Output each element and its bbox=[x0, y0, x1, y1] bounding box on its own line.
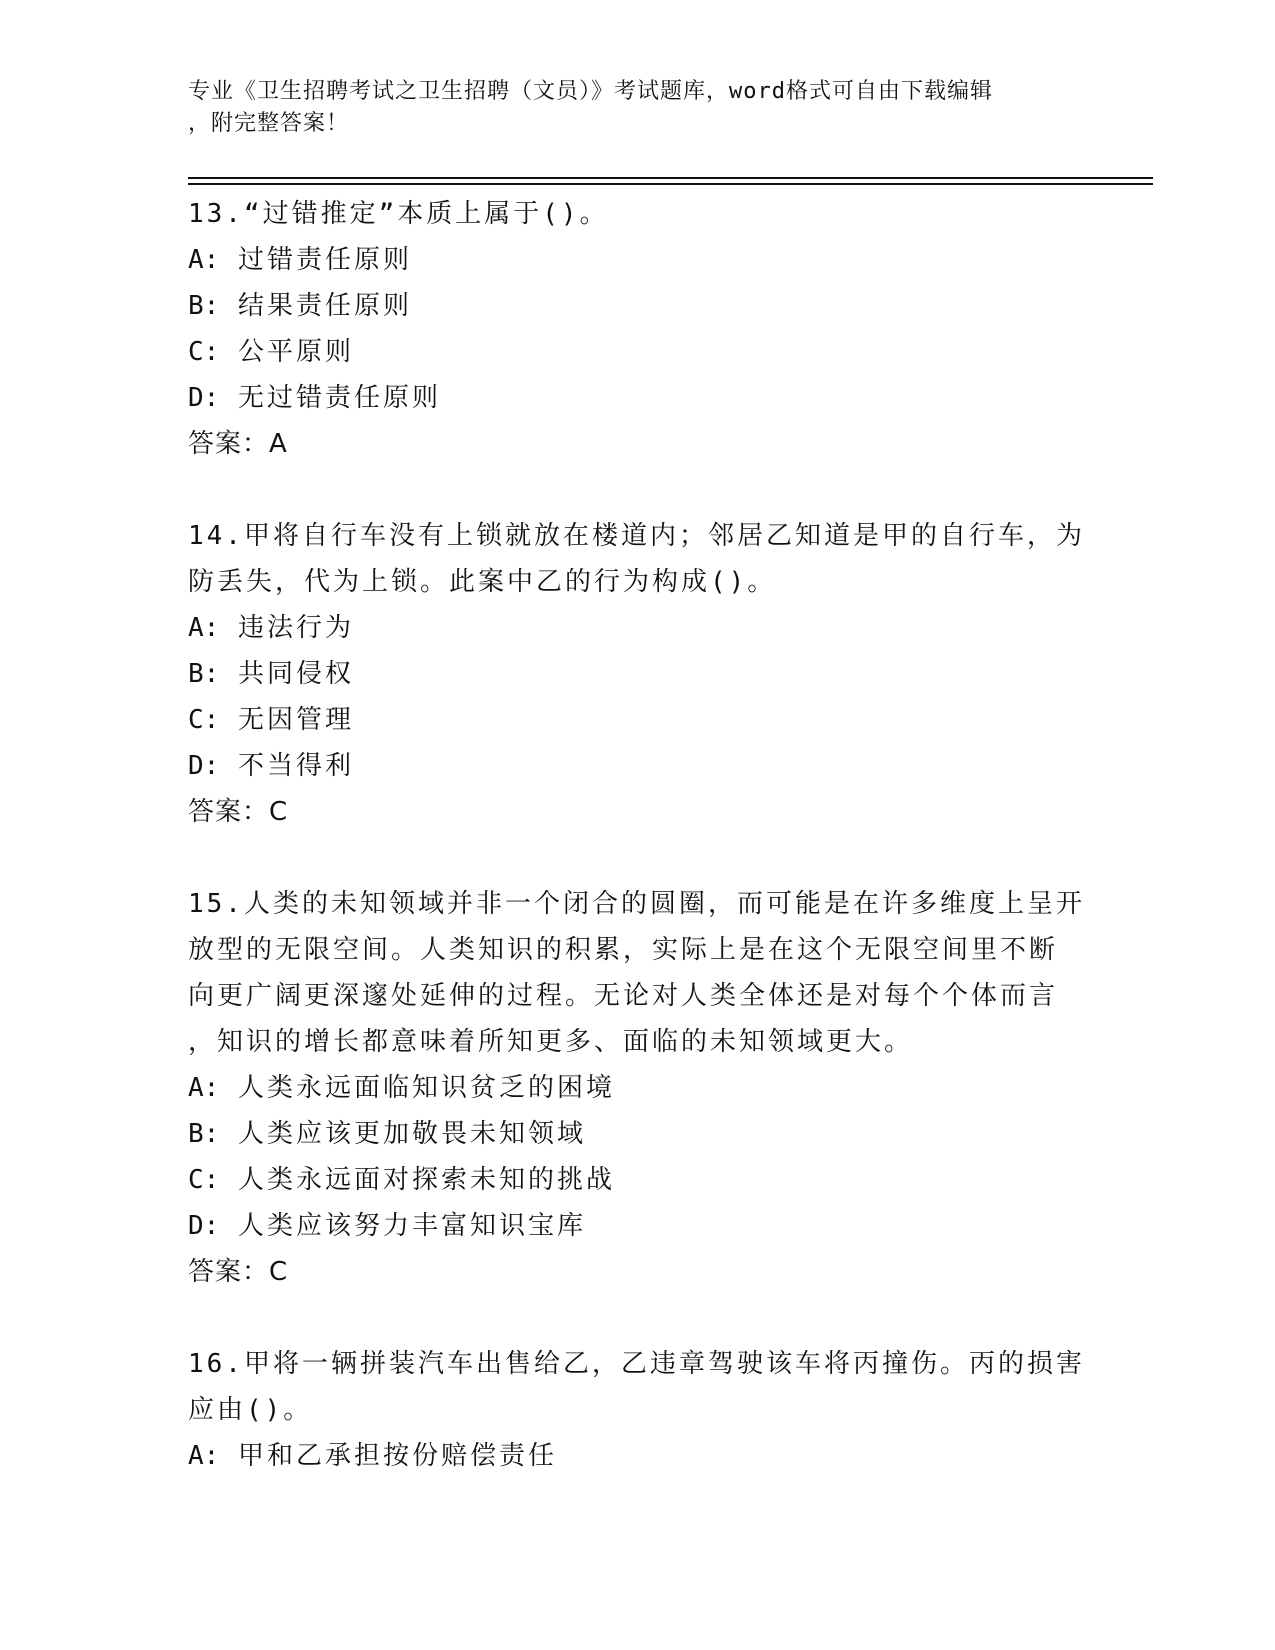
option-text: 人类应该努力丰富知识宝库 bbox=[237, 1211, 586, 1241]
option-letter: B: bbox=[188, 1119, 220, 1149]
header-divider-top bbox=[188, 177, 1153, 179]
option-letter: C: bbox=[188, 705, 220, 735]
option-text: 人类应该更加敬畏未知领域 bbox=[237, 1119, 586, 1149]
question-text: 应由()。 bbox=[188, 1395, 313, 1425]
option-letter: A: bbox=[188, 613, 220, 643]
option-text: 人类永远面临知识贫乏的困境 bbox=[237, 1073, 615, 1103]
answer-line: 答案：A bbox=[188, 429, 288, 459]
header-line: ，附完整答案！ bbox=[188, 111, 350, 136]
option-a bbox=[188, 605, 1088, 651]
option-text: 结果责任原则 bbox=[237, 291, 412, 321]
option-c bbox=[188, 329, 1088, 375]
question-text: 13.“过错推定”本质上属于()。 bbox=[188, 199, 609, 229]
option-letter: B: bbox=[188, 659, 220, 689]
option-d bbox=[188, 743, 1088, 789]
question-text: 14.甲将自行车没有上锁就放在楼道内；邻居乙知道是甲的自行车，为 bbox=[188, 521, 1085, 551]
option-letter: D: bbox=[188, 1211, 220, 1241]
option-text: 甲和乙承担按份赔偿责任 bbox=[237, 1441, 557, 1471]
option-a bbox=[188, 237, 1088, 283]
option-letter: A: bbox=[188, 1441, 220, 1471]
question-16 bbox=[188, 1341, 1088, 1479]
document-header bbox=[188, 76, 1068, 140]
option-letter: B: bbox=[188, 291, 220, 321]
option-text: 共同侵权 bbox=[237, 659, 354, 689]
option-a bbox=[188, 1433, 1088, 1479]
option-c bbox=[188, 697, 1088, 743]
option-text: 无因管理 bbox=[237, 705, 354, 735]
option-text: 公平原则 bbox=[237, 337, 354, 367]
option-text: 违法行为 bbox=[237, 613, 354, 643]
answer-line: 答案：C bbox=[188, 797, 289, 827]
option-letter: D: bbox=[188, 383, 220, 413]
option-text: 过错责任原则 bbox=[237, 245, 412, 275]
option-text: 人类永远面对探索未知的挑战 bbox=[237, 1165, 615, 1195]
question-text: 防丢失，代为上锁。此案中乙的行为构成()。 bbox=[188, 567, 777, 597]
question-text: 放型的无限空间。人类知识的积累，实际上是在这个无限空间里不断 bbox=[188, 935, 1059, 965]
option-b bbox=[188, 1111, 1088, 1157]
question-list bbox=[188, 191, 1088, 1525]
header-line: 专业《卫生招聘考试之卫生招聘（文员）》考试题库，word格式可自由下载编辑 bbox=[188, 79, 993, 104]
option-b bbox=[188, 283, 1088, 329]
option-d bbox=[188, 375, 1088, 421]
option-letter: A: bbox=[188, 245, 220, 275]
question-text: 15.人类的未知领域并非一个闭合的圆圈，而可能是在许多维度上呈开 bbox=[188, 889, 1085, 919]
header-divider-bottom bbox=[188, 183, 1153, 185]
question-text: ，知识的增长都意味着所知更多、面临的未知领域更大。 bbox=[188, 1027, 914, 1057]
question-15 bbox=[188, 881, 1088, 1295]
option-text: 不当得利 bbox=[237, 751, 354, 781]
option-letter: A: bbox=[188, 1073, 220, 1103]
answer-line: 答案：C bbox=[188, 1257, 289, 1287]
option-a bbox=[188, 1065, 1088, 1111]
option-letter: C: bbox=[188, 1165, 220, 1195]
option-text: 无过错责任原则 bbox=[237, 383, 441, 413]
option-d bbox=[188, 1203, 1088, 1249]
option-b bbox=[188, 651, 1088, 697]
option-c bbox=[188, 1157, 1088, 1203]
option-letter: C: bbox=[188, 337, 220, 367]
question-14 bbox=[188, 513, 1088, 835]
question-text: 向更广阔更深邃处延伸的过程。无论对人类全体还是对每个个体而言 bbox=[188, 981, 1059, 1011]
question-text: 16.甲将一辆拼装汽车出售给乙，乙违章驾驶该车将丙撞伤。丙的损害 bbox=[188, 1349, 1085, 1379]
option-letter: D: bbox=[188, 751, 220, 781]
question-13 bbox=[188, 191, 1088, 467]
